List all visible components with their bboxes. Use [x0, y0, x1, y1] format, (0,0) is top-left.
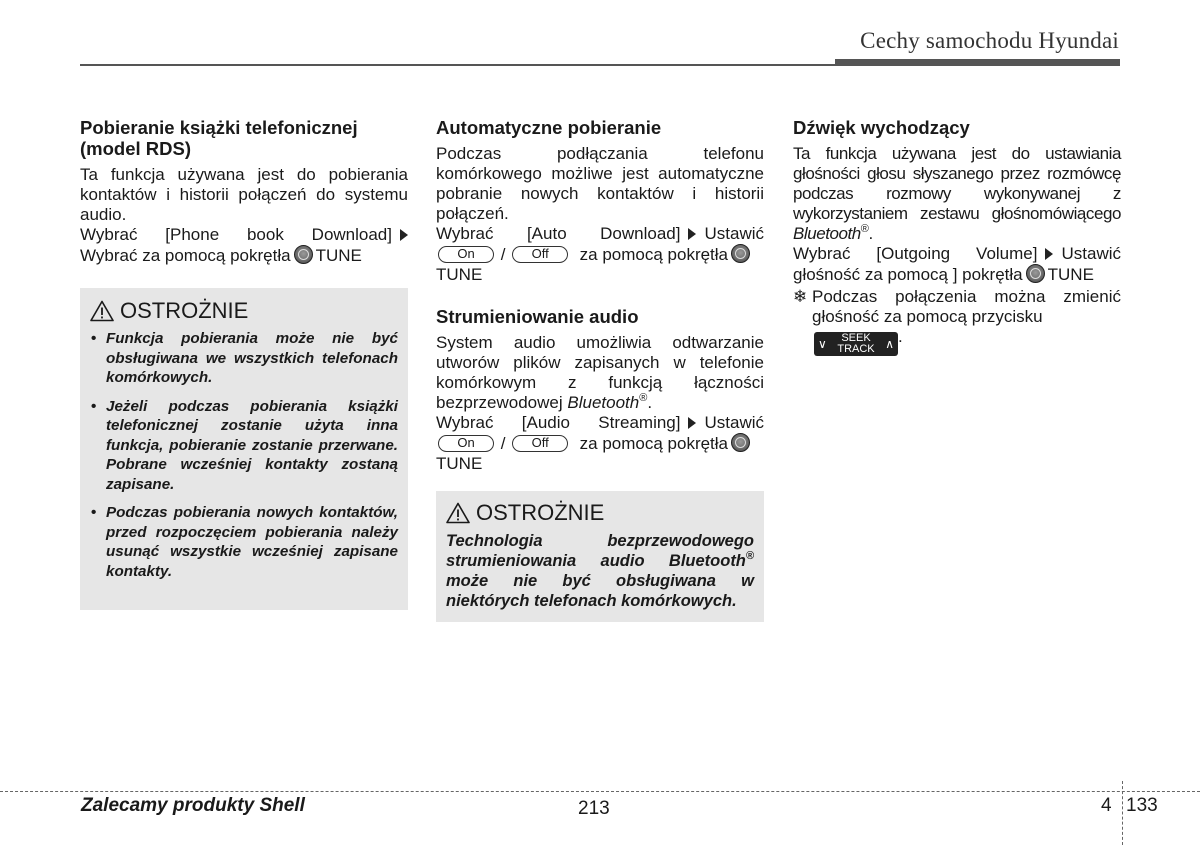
section-title-phonebook-download: Pobieranie książki telefonicznej (model RDS) — [80, 117, 358, 159]
tune-label: TUNE — [436, 265, 483, 284]
set-label: Ustawić — [704, 224, 764, 243]
set-label: Ustawić — [1061, 244, 1121, 263]
note-end: . — [898, 327, 903, 346]
footer-chapter-number: 4 — [1101, 795, 1112, 816]
column-auto-download — [436, 117, 764, 622]
audio-streaming-toggle-line — [436, 433, 764, 454]
caution-title-text: OSTROŻNIE — [476, 500, 605, 525]
seek-label-top: SEEK — [841, 332, 871, 344]
bluetooth-brand-text: Bluetooth — [793, 224, 861, 243]
outgoing-volume-knob-line — [793, 264, 1121, 285]
off-button-icon: Off — [512, 435, 568, 452]
auto-download-toggle-line — [436, 244, 764, 265]
caution-title-text: OSTROŻNIE — [120, 298, 249, 323]
caution-item: • Jeżeli podczas pobierania książki telefonicznej zostanie użyta inna funkcja, pobieranie zostanie przerwane. Pobrane wcześniej kontakty zostaną zapisane. — [90, 397, 398, 495]
phonebook-knob-text: Wybrać za pomocą pokrętła — [80, 246, 291, 265]
section-title-outgoing-sound: Dźwięk wychodzący — [793, 117, 970, 138]
caution-title — [446, 500, 754, 526]
warning-triangle-icon — [90, 300, 114, 322]
header-rule — [80, 64, 835, 66]
audio-streaming-instruction — [436, 413, 764, 433]
outgoing-volume-instruction — [793, 244, 1121, 264]
outgoing-volume-description — [793, 144, 1121, 244]
footer-page-number: 133 — [1126, 795, 1158, 816]
caution-list — [90, 329, 398, 581]
arrow-right-icon — [400, 229, 408, 241]
tune-label: TUNE — [436, 454, 483, 473]
chevron-down-icon: ∨ — [818, 337, 827, 351]
arrow-right-icon — [1045, 248, 1053, 260]
on-button-icon: On — [438, 246, 494, 263]
registered-mark: ® — [745, 550, 754, 562]
header-bar — [835, 59, 1120, 66]
set-label: Ustawić — [704, 413, 764, 432]
phonebook-instruction-2 — [80, 245, 408, 266]
via-knob-text: za pomocą pokrętła — [579, 434, 729, 453]
tune-knob-icon — [731, 433, 750, 452]
caution-title — [90, 298, 398, 324]
seek-track-label — [837, 333, 874, 355]
footer-sheet-number: 213 — [578, 798, 610, 819]
outgoing-volume-select-text: Wybrać [Outgoing Volume] — [793, 244, 1038, 263]
caution-box-phonebook — [80, 288, 408, 610]
arrow-right-icon — [688, 228, 696, 240]
caution-body-rest: może nie być obsługiwana w niektórych telefonach komórkowych. — [446, 572, 754, 610]
column-phonebook — [80, 117, 408, 610]
tune-label: TUNE — [315, 246, 362, 265]
caution-item: • Podczas pobierania nowych kontaktów, przed rozpoczęciem pobierania należy usunąć wszystkie wcześniej zapisane kontakty. — [90, 503, 398, 581]
audio-streaming-description — [436, 333, 764, 413]
period: . — [647, 393, 653, 412]
auto-download-description: Podczas podłączania telefonu komórkowego możliwe jest automatyczne pobranie nowych kontaktów i historii połączeń. — [436, 144, 764, 223]
caution-item: • Funkcja pobierania może nie być obsługiwana we wszystkich telefonach komórkowych. — [90, 329, 398, 388]
off-button-icon: Off — [512, 246, 568, 263]
audio-streaming-select-text: Wybrać [Audio Streaming] — [436, 413, 681, 432]
period: . — [868, 224, 873, 243]
note-text: Podczas połączenia można zmienić głośność za pomocą przycisku — [812, 287, 1121, 326]
note — [793, 287, 1121, 356]
volume-knob-text: głośność za pomocą ] pokrętła — [793, 265, 1023, 284]
section-title-auto-download: Automatyczne pobieranie — [436, 117, 662, 138]
chevron-up-icon: ∧ — [885, 337, 894, 351]
arrow-right-icon — [688, 417, 696, 429]
footer-separator — [1122, 781, 1123, 845]
registered-mark: ® — [639, 392, 648, 404]
column-outgoing-volume — [793, 117, 1121, 356]
via-knob-text: za pomocą pokrętła — [579, 245, 729, 264]
footer-slogan: Zalecamy produkty Shell — [81, 795, 305, 816]
phonebook-select-text: Wybrać [Phone book Download] — [80, 225, 392, 244]
caution-box-streaming — [436, 491, 764, 622]
page-header-title: Cechy samochodu Hyundai — [860, 28, 1119, 53]
snowflake-note-icon: ❄ — [793, 287, 808, 306]
slash-separator: / — [500, 434, 506, 453]
tune-knob-icon — [731, 244, 750, 263]
auto-download-select-text: Wybrać [Auto Download] — [436, 224, 681, 243]
phonebook-instruction — [80, 225, 408, 245]
slash-separator: / — [500, 245, 506, 264]
audio-streaming-text: System audio umożliwia odtwarzanie utworów plików zapisanych w telefonie komórkowym z funkcją łączności bezprzewodowej — [436, 333, 764, 412]
seek-label-bottom: TRACK — [837, 343, 875, 355]
caution-body-text: Technologia bezprzewodowego strumieniowania audio Bluetooth — [446, 532, 754, 570]
section-title-audio-streaming: Strumieniowanie audio — [436, 306, 639, 327]
auto-download-instruction — [436, 224, 764, 244]
note-text-wrap — [812, 287, 1121, 356]
outgoing-volume-text: Ta funkcja używana jest do ustawiania głośności głosu słyszanego przez rozmówcę podczas rozmowy wykonywanej z wykorzystaniem zestawu głośnomówiącego — [793, 144, 1121, 223]
warning-triangle-icon — [446, 502, 470, 524]
caution-body — [446, 531, 754, 611]
tune-knob-icon — [1026, 264, 1045, 283]
tune-knob-icon — [294, 245, 313, 264]
seek-track-button-icon — [814, 332, 898, 356]
registered-mark: ® — [860, 223, 869, 235]
phonebook-description: Ta funkcja używana jest do pobierania kontaktów i historii połączeń do systemu audio. — [80, 165, 408, 224]
bluetooth-brand-text: Bluetooth — [567, 393, 640, 412]
on-button-icon: On — [438, 435, 494, 452]
tune-label: TUNE — [1047, 265, 1094, 284]
footer-rule — [0, 791, 1200, 792]
